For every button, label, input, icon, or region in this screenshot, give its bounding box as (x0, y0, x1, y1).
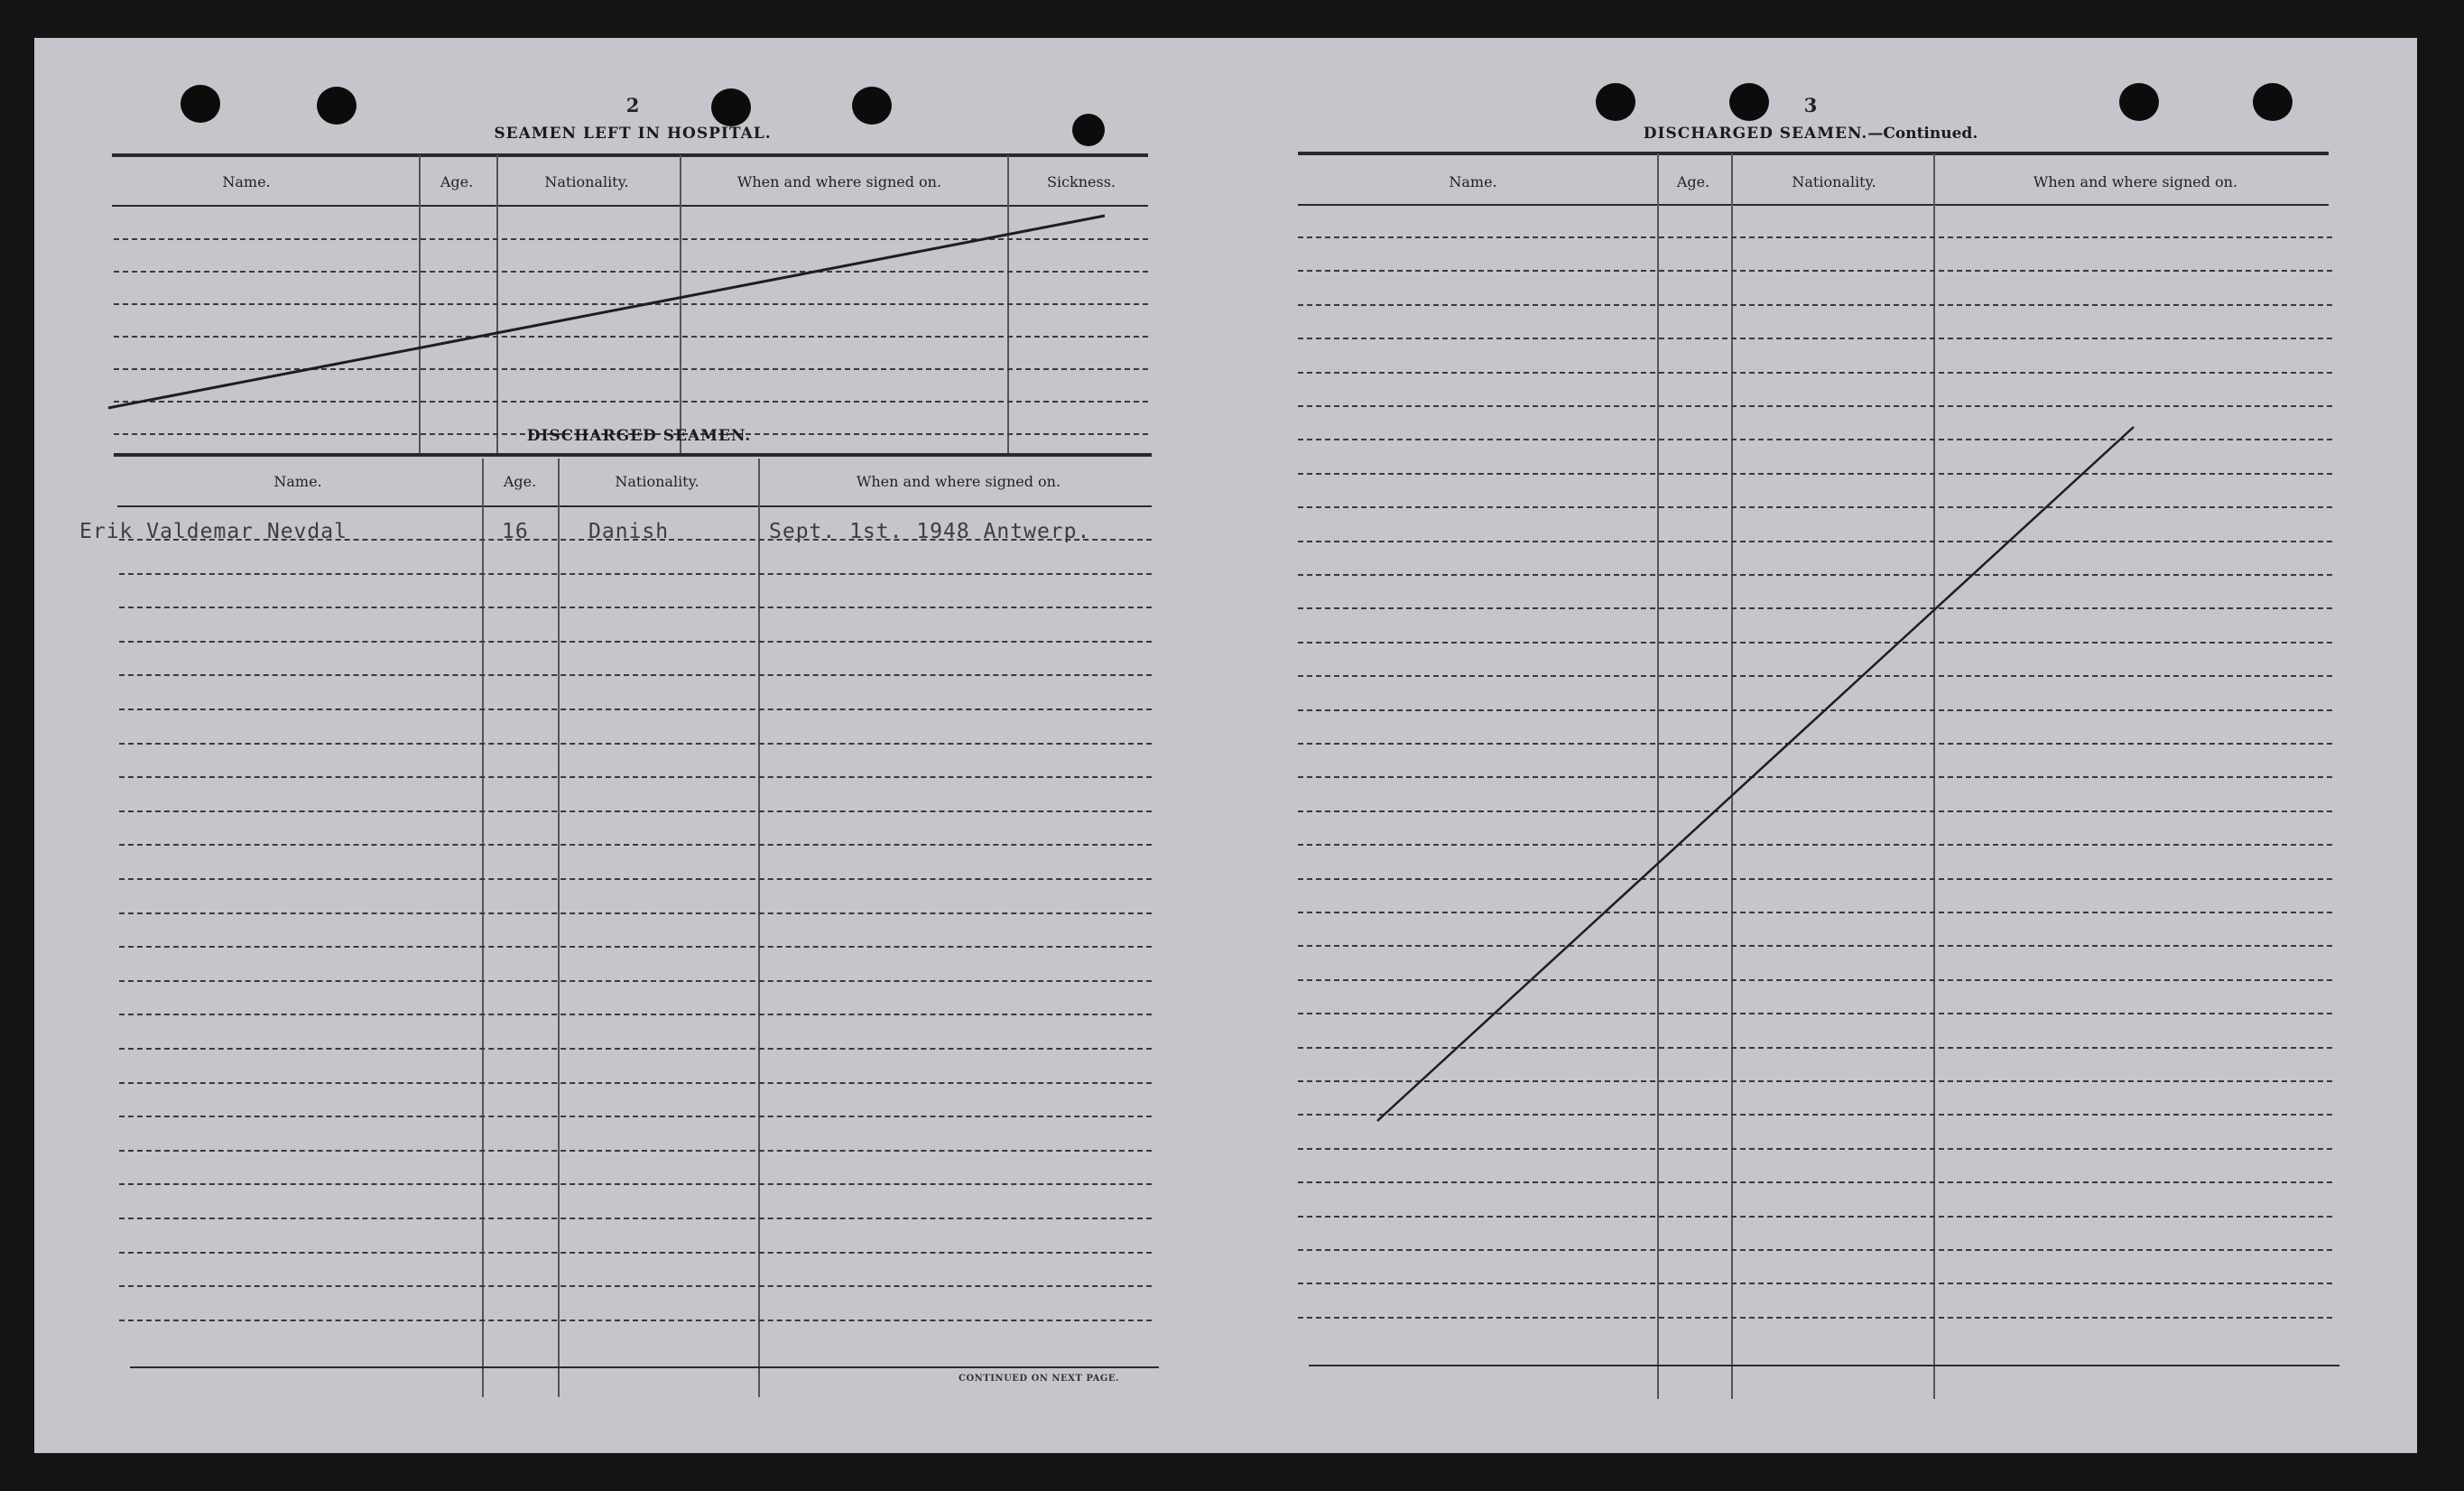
column-header-age: Age. (503, 473, 537, 490)
seaman-signed-on: Sept. 1st. 1948 Antwerp. (769, 520, 1091, 543)
hospital-section-title: SEAMEN LEFT IN HOSPITAL. (494, 125, 772, 143)
seaman-name: Erik Valdemar Nevdal (79, 520, 347, 543)
column-header-nationality: Nationality. (544, 173, 629, 190)
column-header-age: Age. (1676, 173, 1710, 190)
column-header-sickness: Sickness. (1046, 173, 1116, 190)
column-header-signed-on: When and where signed on. (2033, 173, 2238, 190)
column-header-name: Name. (273, 473, 322, 490)
page-number: 3 (1803, 94, 1818, 116)
right-page-strike-line (1377, 427, 2134, 1121)
page-number: 2 (625, 94, 640, 116)
column-header-name: Name. (1449, 173, 1497, 190)
column-header-nationality: Nationality. (1792, 173, 1876, 190)
title-main: DISCHARGED SEAMEN. (1643, 125, 1868, 143)
column-header-nationality: Nationality. (615, 473, 699, 490)
seaman-age: 16 (502, 520, 529, 543)
manifest-sheet (34, 38, 2417, 1453)
title-suffix: —Continued. (1867, 125, 1978, 143)
column-header-signed-on: When and where signed on. (736, 173, 942, 190)
column-header-age: Age. (440, 173, 474, 190)
discharged-section-title: DISCHARGED SEAMEN. (526, 427, 752, 445)
cancellation-lines (34, 38, 2417, 1453)
continued-note: CONTINUED ON NEXT PAGE. (959, 1374, 1120, 1384)
column-header-signed-on: When and where signed on. (856, 473, 1061, 490)
column-header-name: Name. (222, 173, 271, 190)
hospital-strike-line (108, 216, 1105, 408)
seaman-nationality: Danish (588, 520, 670, 543)
